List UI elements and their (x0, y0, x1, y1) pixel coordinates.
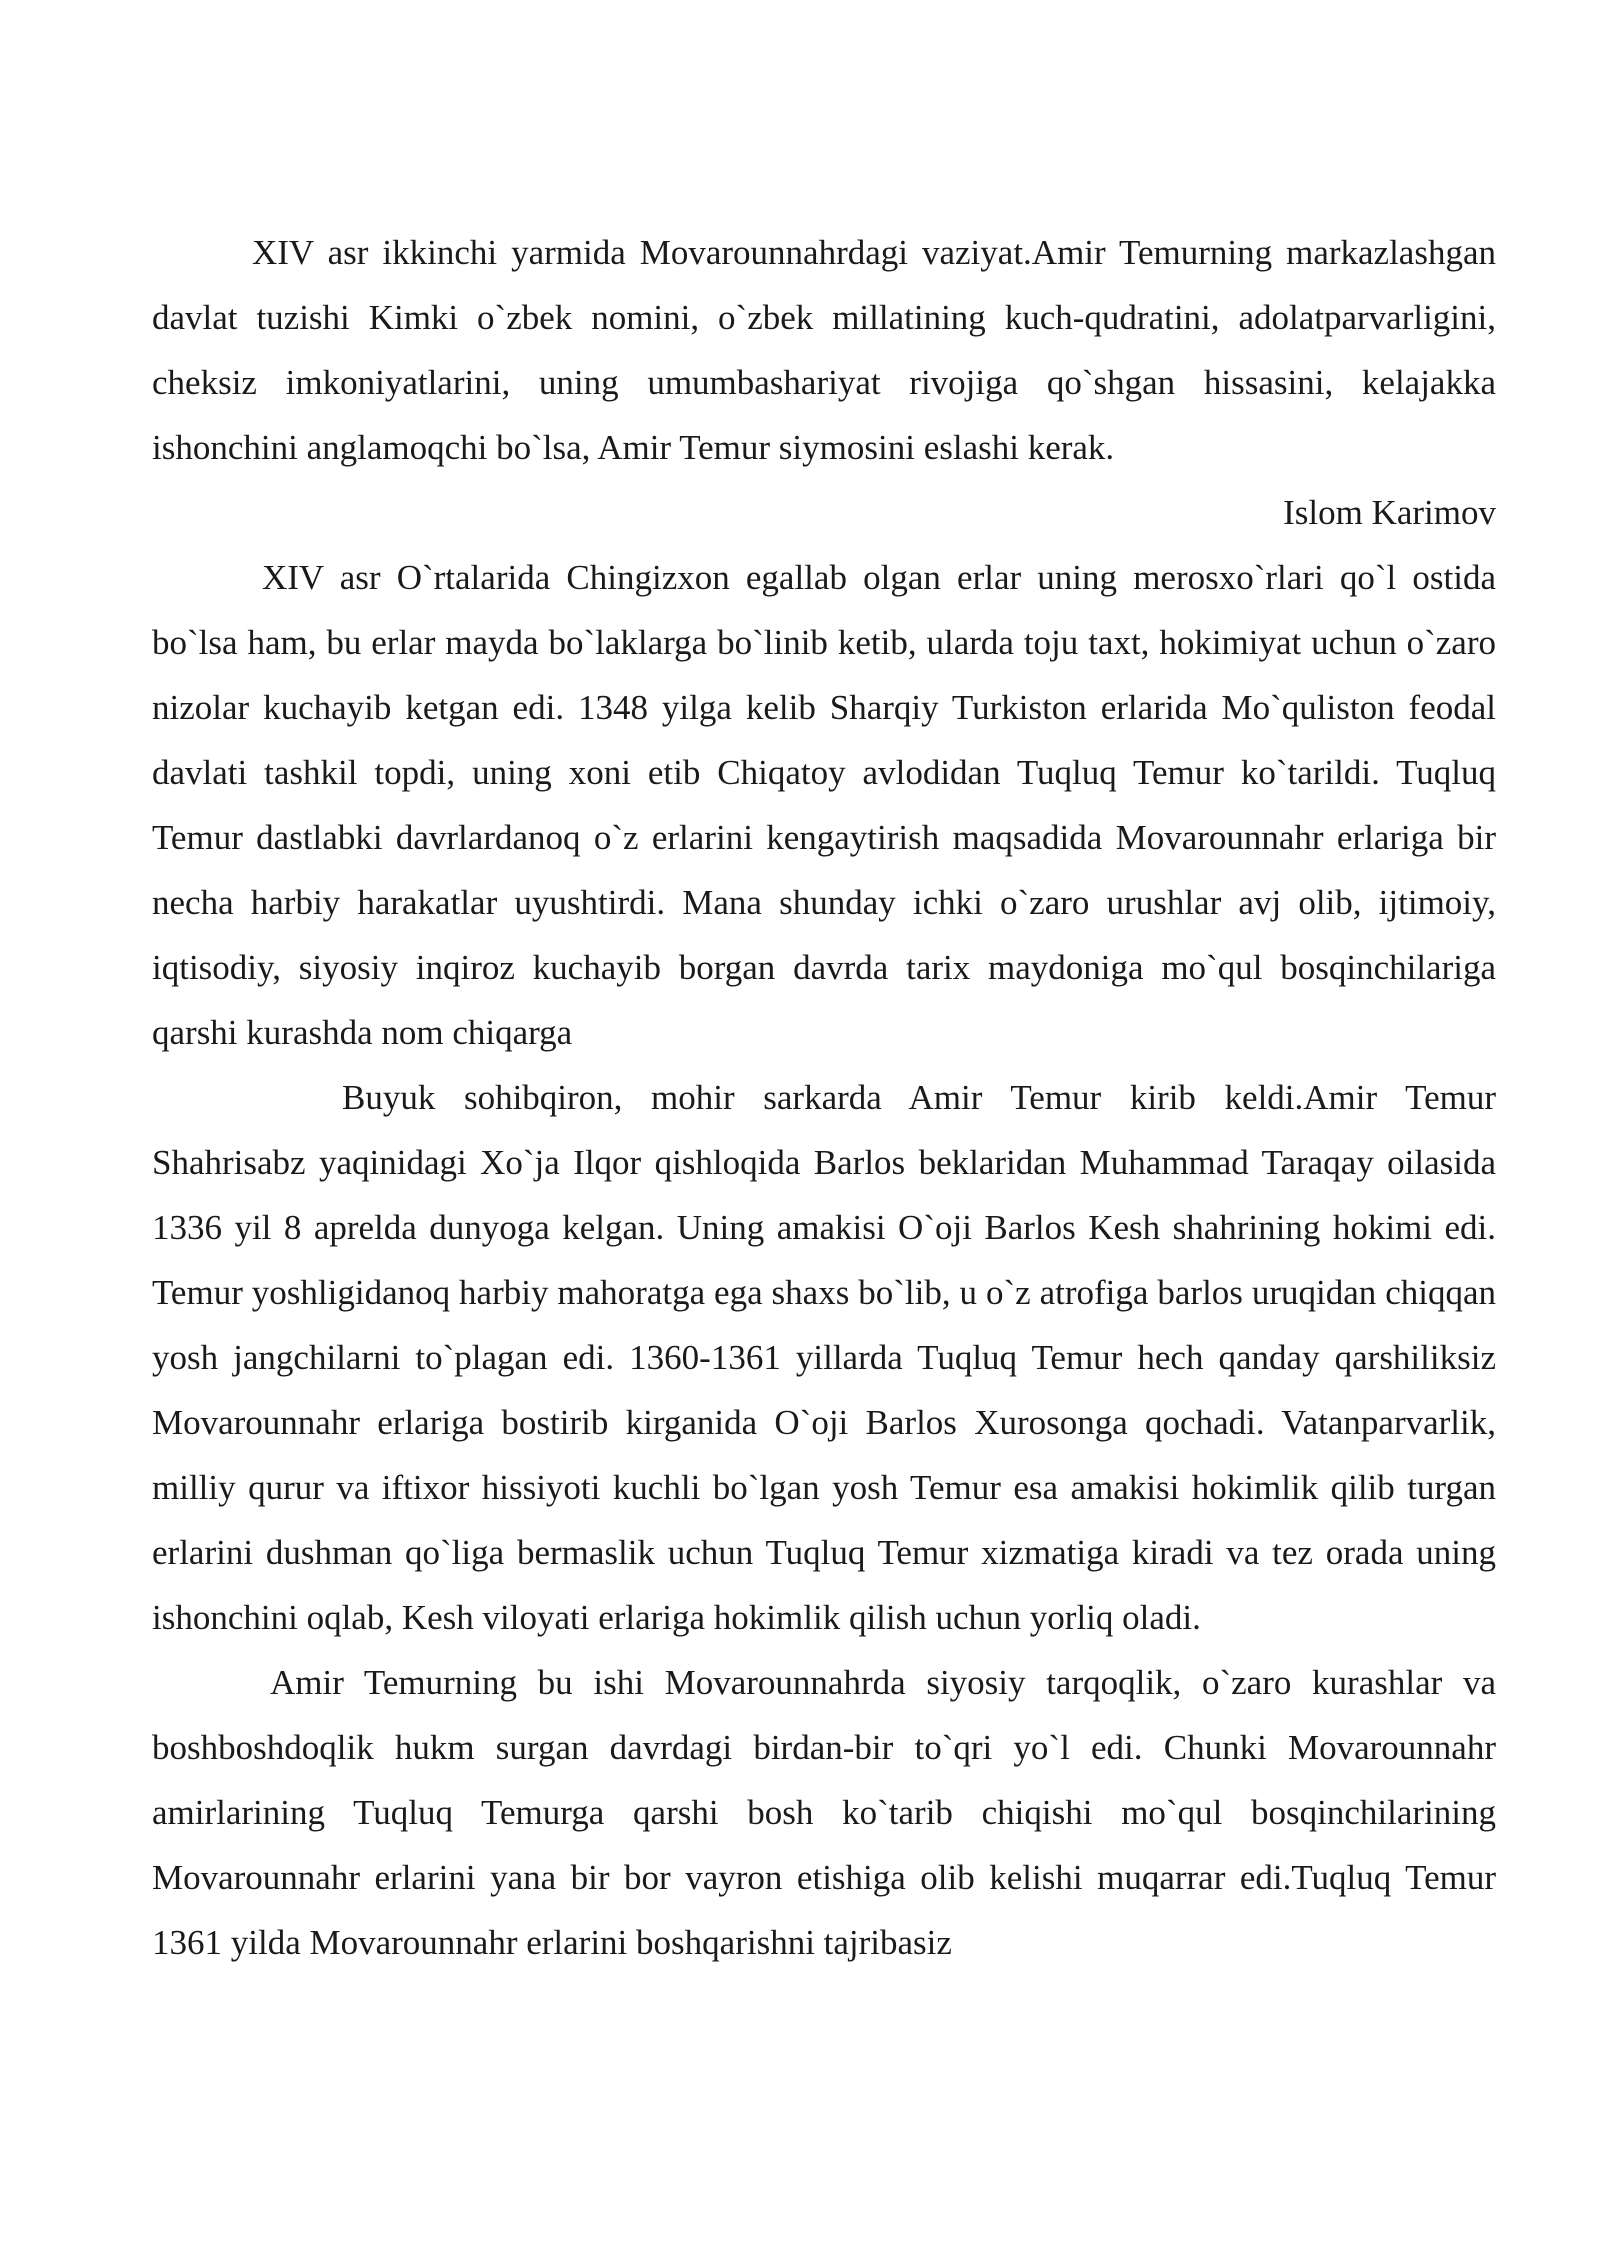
body-paragraph-1: XIV asr O`rtalarida Chingizxon egallab olgan erlar uning merosxo`rlari qo`l ostida bo`lsa ham, bu erlar mayda bo`laklarga bo`linib ketib, ularda toju taxt, hokimiyat uchun o`zaro nizolar kuchayib ketgan edi. 1348 yilga kelib Sharqiy Turkiston erlarida Mo`quliston feodal davlati tashkil topdi, uning xoni etib Chiqatoy avlodidan Tuqluq Temur ko`tarildi. Tuqluq Temur dastlabki davrlardanoq o`z erlarini kengaytirish maqsadida Movarounnahr erlariga bir necha harbiy harakatlar uyushtirdi. Mana shunday ichki o`zaro urushlar avj olib, ijtimoiy, iqtisodiy, siyosiy inqiroz kuchayib borgan davrda tarix maydoniga mo`qul bosqinchilariga qarshi kurashda nom chiqarga (152, 558, 1496, 1052)
body-paragraph-2: Buyuk sohibqiron, mohir sarkarda Amir Temur kirib keldi.Amir Temur Shahrisabz yaqinidagi Xo`ja Ilqor qishloqida Barlos beklaridan Muhammad Taraqay oilasida 1336 yil 8 aprelda dunyoga kelgan. Uning amakisi O`oji Barlos Kesh shahrining hokimi edi. Temur yoshligidanoq harbiy mahoratga ega shaxs bo`lib, u o`z atrofiga barlos uruqidan chiqqan yosh jangchilarni to`plagan edi. 1360-1361 yillarda Tuqluq Temur hech qanday qarshiliksiz Movarounnahr erlariga bostirib kirganida O`oji Barlos Xurosonga qochadi. Vatanparvarlik, milliy qurur va iftixor hissiyoti kuchli bo`lgan yosh Temur esa amakisi hokimlik qilib turgan erlarini dushman qo`liga bermaslik uchun Tuqluq Temur xizmatiga kiradi va tez orada uning ishonchini oqlab, Kesh viloyati erlariga hokimlik qilish uchun yorliq oladi. (152, 1078, 1496, 1637)
document-page (152, 220, 1496, 1975)
epigraph-author: Islom Karimov (1283, 493, 1496, 532)
body-paragraph-3: Amir Temurning bu ishi Movarounnahrda siyosiy tarqoqlik, o`zaro kurashlar va boshboshdoqlik hukm surgan davrdagi birdan-bir to`qri yo`l edi. Chunki Movarounnahr amirlarining Tuqluq Temurga qarshi bosh ko`tarib chiqishi mo`qul bosqinchilarining Movarounnahr erlarini yana bir bor vayron etishiga olib kelishi muqarrar edi.Tuqluq Temur 1361 yilda Movarounnahr erlarini boshqarishni tajribasiz (152, 1663, 1496, 1962)
intro-paragraph: XIV asr ikkinchi yarmida Movarounnahrdagi vaziyat.Amir Temurning markazlashgan davlat tuzishi Kimki o`zbek nomini, o`zbek millatining kuch-qudratini, adolatparvarligini, cheksiz imkoniyatlarini, uning umumbashariyat rivojiga qo`shgan hissasini, kelajakka ishonchini anglamoqchi bo`lsa, Amir Temur siymosini eslashi kerak. (152, 233, 1496, 467)
